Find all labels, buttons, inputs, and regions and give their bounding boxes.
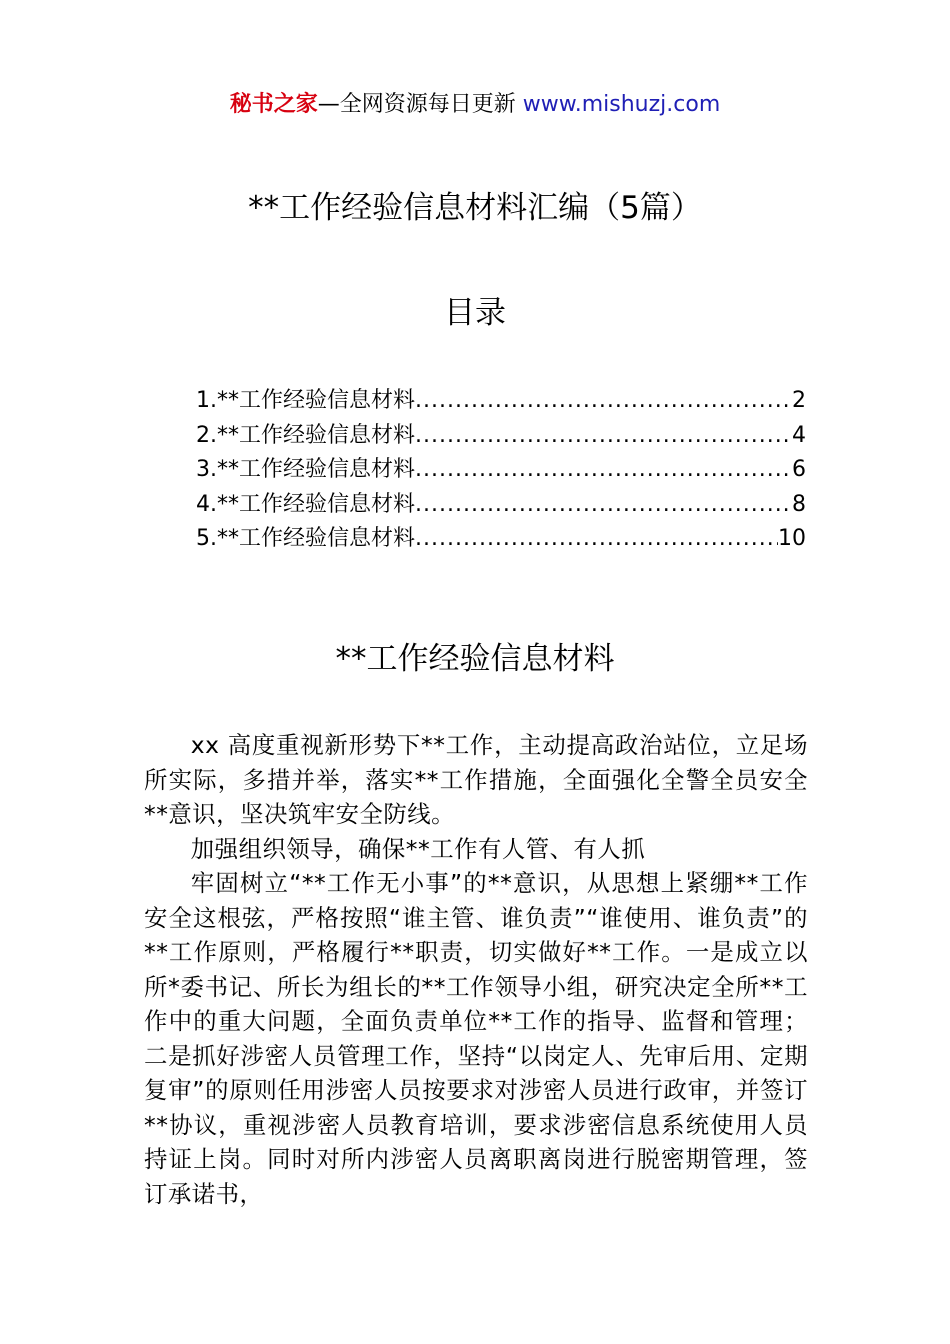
toc-leader — [415, 522, 778, 557]
toc-entry-label: 2.**工作经验信息材料 — [196, 422, 415, 448]
site-header — [0, 88, 950, 122]
toc-entry-page: 10 — [778, 526, 806, 551]
toc-entry-label: 4.**工作经验信息材料 — [196, 491, 415, 517]
toc-entry-page: 8 — [792, 491, 806, 517]
site-url[interactable]: www.mishuzj.com — [522, 92, 721, 117]
toc-entry[interactable] — [196, 453, 806, 488]
toc-entry-page: 2 — [792, 388, 806, 413]
toc-entry-page: 4 — [792, 422, 806, 448]
paragraph: xx 高度重视新形势下**工作，主动提高政治站位，立足场所实际，多措并举，落实**工作措施，全面强化全警全员安全**意识，坚决筑牢安全防线。 — [144, 731, 808, 828]
paragraph: 牢固树立“**工作无小事”的**意识，从思想上紧绷**工作安全这根弦，严格按照“谁主管、谁负责”“谁使用、谁负责”的**工作原则，严格履行**职责，切实做好**工作。一是成立以所*委书记、所长为组长的**工作领导小组，研究决定全所**工作中的重大问题，全面负责单位**工作的指导、监督和管理；二是抓好涉密人员管理工作，坚持“以岗定人、先审后用、定期复审”的原则任用涉密人员按要求对涉密人员进行政审，并签订**协议，重视涉密人员教育培训，要求涉密信息系统使用人员持证上岗。同时对所内涉密人员离职离岗进行脱密期管理，签订承诺书， — [144, 869, 808, 1208]
toc-entry[interactable] — [196, 488, 806, 523]
toc-entry[interactable] — [196, 419, 806, 454]
document-title: **工作经验信息材料汇编（5篇） — [248, 190, 702, 226]
paragraph-subheading: 加强组织领导，确保**工作有人管、有人抓 — [190, 834, 646, 863]
toc-leader — [415, 488, 792, 523]
toc-entry-page: 6 — [792, 457, 806, 482]
table-of-contents — [196, 384, 806, 557]
body-text — [144, 728, 808, 1211]
toc-leader — [415, 419, 792, 454]
section-title: **工作经验信息材料 — [335, 641, 615, 677]
toc-entry-label: 3.**工作经验信息材料 — [196, 457, 415, 482]
toc-leader — [415, 453, 792, 488]
toc-heading: 目录 — [444, 295, 506, 331]
toc-entry-label: 1.**工作经验信息材料 — [196, 388, 415, 413]
toc-entry[interactable] — [196, 522, 806, 557]
toc-entry-label: 5.**工作经验信息材料 — [196, 526, 415, 551]
toc-entry[interactable] — [196, 384, 806, 419]
toc-leader — [415, 384, 792, 419]
brand-name: 秘书之家 — [229, 92, 318, 117]
header-tagline: —全网资源每日更新 — [317, 92, 523, 117]
